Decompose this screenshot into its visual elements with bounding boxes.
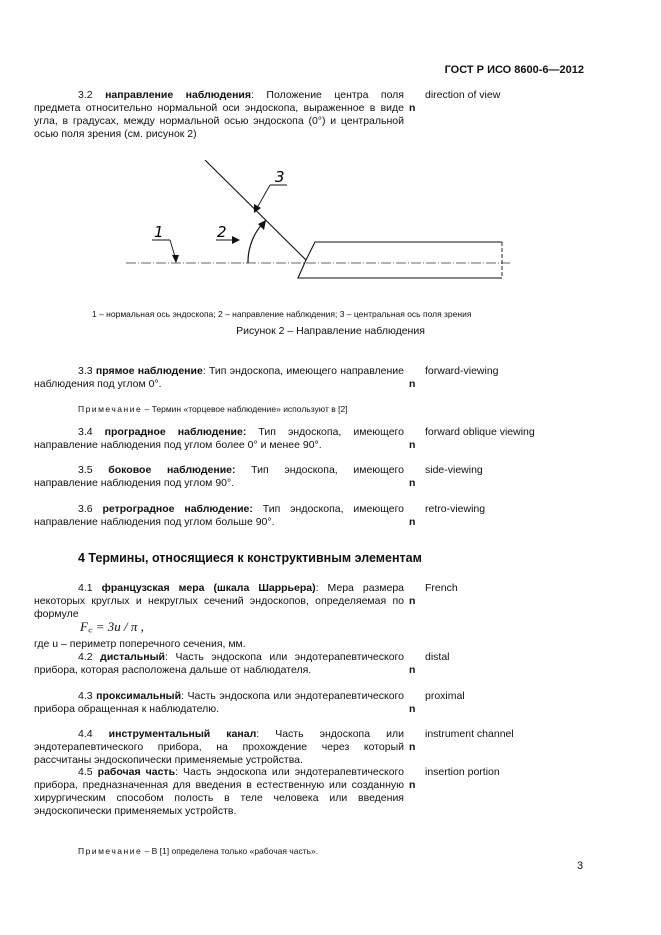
entry-4-3	[34, 690, 404, 716]
page-number: 3	[577, 860, 584, 872]
entry-3-5	[34, 464, 404, 490]
english-term: direction of view	[425, 89, 501, 101]
english-term: forward oblique viewing	[425, 426, 535, 438]
entry-num: 4.3	[78, 690, 93, 702]
entry-def: : Тип эндоскопа, имеющего направление наблюдения под углом 0°.	[34, 365, 405, 390]
english-term: instrument channel	[425, 728, 514, 740]
entry-num: 3.2	[78, 89, 93, 101]
note-label: Примечание	[78, 846, 143, 856]
english-term: forward-viewing	[425, 365, 499, 377]
entry-num: 4.2	[78, 651, 93, 663]
entry-def: : Часть эндоскопа или эндотерапевтического прибора, которая расположена дальше от наблюдателя.	[34, 651, 404, 676]
mark-n: n	[409, 779, 416, 791]
entry-def: : Мера размера некоторых круглых и некруглых сечений эндоскопов, определяемая по формуле	[34, 582, 405, 620]
entry-term: направление наблюдения	[105, 89, 252, 101]
entry-term: боковое наблюдение:	[108, 464, 236, 476]
english-term: distal	[425, 651, 450, 663]
mark-n: n	[409, 378, 416, 390]
entry-term: инструментальный канал	[108, 728, 257, 740]
entry-num: 3.5	[78, 464, 93, 476]
entry-num: 3.4	[78, 426, 93, 438]
figure-label-2: 2	[217, 223, 227, 241]
note-text: – В [1] определена только «рабочая часть».	[142, 846, 319, 856]
figure-2-diagram	[120, 160, 520, 280]
entry-term: ретроградное наблюдение:	[102, 503, 253, 515]
note-text: – Термин «торцевое наблюдение» используют в [2]	[142, 404, 348, 414]
note-1	[78, 403, 348, 416]
english-term: proximal	[425, 690, 465, 702]
mark-n: n	[409, 439, 416, 451]
mark-n: n	[409, 703, 416, 715]
entry-4-4	[34, 728, 404, 767]
entry-4-1	[34, 582, 404, 621]
mark-n: n	[409, 664, 416, 676]
entry-def: : Положение центра поля предмета относительно нормальной оси эндоскопа, выраженное в виде угла, в градусах, между нормальной осью эндоскопа (0°) и центральной осью поля зрения (см. рисунок 2)	[34, 89, 404, 140]
note-label: Примечание	[78, 404, 143, 414]
entry-3-2	[34, 89, 404, 141]
figure-label-1: 1	[154, 223, 164, 241]
mark-n: n	[409, 741, 416, 753]
entry-def: Тип эндоскопа, имеющего направление наблюдения под углом больше 90°.	[34, 503, 405, 528]
entry-def: : Часть эндоскопа или эндотерапевтического прибора, предназначенная для введения в естественную или созданную хирургическим способом полость в теле человека или введения эндоскопически применяемых устройств.	[34, 766, 404, 817]
entry-term: французская мера (шкала Шаррьера)	[101, 582, 316, 594]
entry-term: дистальный	[100, 651, 166, 663]
section-title: 4 Термины, относящиеся к конструктивным элементам	[78, 551, 422, 565]
figure-label-3: 3	[275, 168, 285, 186]
entry-num: 4.4	[78, 728, 93, 740]
entry-term: прямое наблюдение	[95, 365, 203, 377]
mark-n: n	[409, 477, 416, 489]
mark-n: n	[409, 595, 416, 607]
entry-def: : Часть эндоскопа или эндотерапевтического прибора обращенная к наблюдателю.	[34, 690, 404, 715]
french-formula: F꜀ = 3u / π ,	[80, 619, 144, 634]
english-term: retro-viewing	[425, 503, 486, 515]
entry-3-6	[34, 503, 404, 529]
formula-where: где u – периметр поперечного сечения, мм.	[34, 638, 246, 650]
entry-num: 3.6	[78, 503, 93, 515]
mark-n: n	[409, 102, 416, 114]
entry-def: Тип эндоскопа, имеющего направление наблюдения под углом 90°.	[34, 464, 404, 489]
mark-n: n	[409, 516, 416, 528]
entry-def: : Часть эндоскопа или эндотерапевтического прибора, на прохождение через который рассчитаны эндоскопически применяемые устройства.	[34, 728, 404, 766]
entry-3-4	[34, 426, 404, 452]
note-2	[78, 845, 318, 858]
entry-4-5	[34, 766, 404, 818]
entry-num: 4.1	[78, 582, 93, 594]
entry-term: проградное наблюдение:	[104, 426, 247, 438]
entry-num: 3.3	[78, 365, 93, 377]
figure-caption: Рисунок 2 – Направление наблюдения	[236, 325, 425, 337]
english-term: side-viewing	[425, 464, 483, 476]
entry-3-3	[34, 365, 404, 391]
entry-term: рабочая часть	[97, 766, 176, 778]
entry-def: Тип эндоскопа, имеющего направление наблюдения под углом более 0° и менее 90°.	[34, 426, 404, 451]
figure-legend: 1 – нормальная ось эндоскопа; 2 – направление наблюдения; 3 – центральная ось поля зрения	[92, 309, 472, 319]
english-term: French	[425, 582, 458, 594]
entry-term: проксимальный	[96, 690, 182, 702]
english-term: insertion portion	[425, 766, 500, 778]
standard-header: ГОСТ Р ИСО 8600-6—2012	[444, 64, 584, 76]
entry-num: 4.5	[78, 766, 93, 778]
entry-4-2	[34, 651, 404, 677]
